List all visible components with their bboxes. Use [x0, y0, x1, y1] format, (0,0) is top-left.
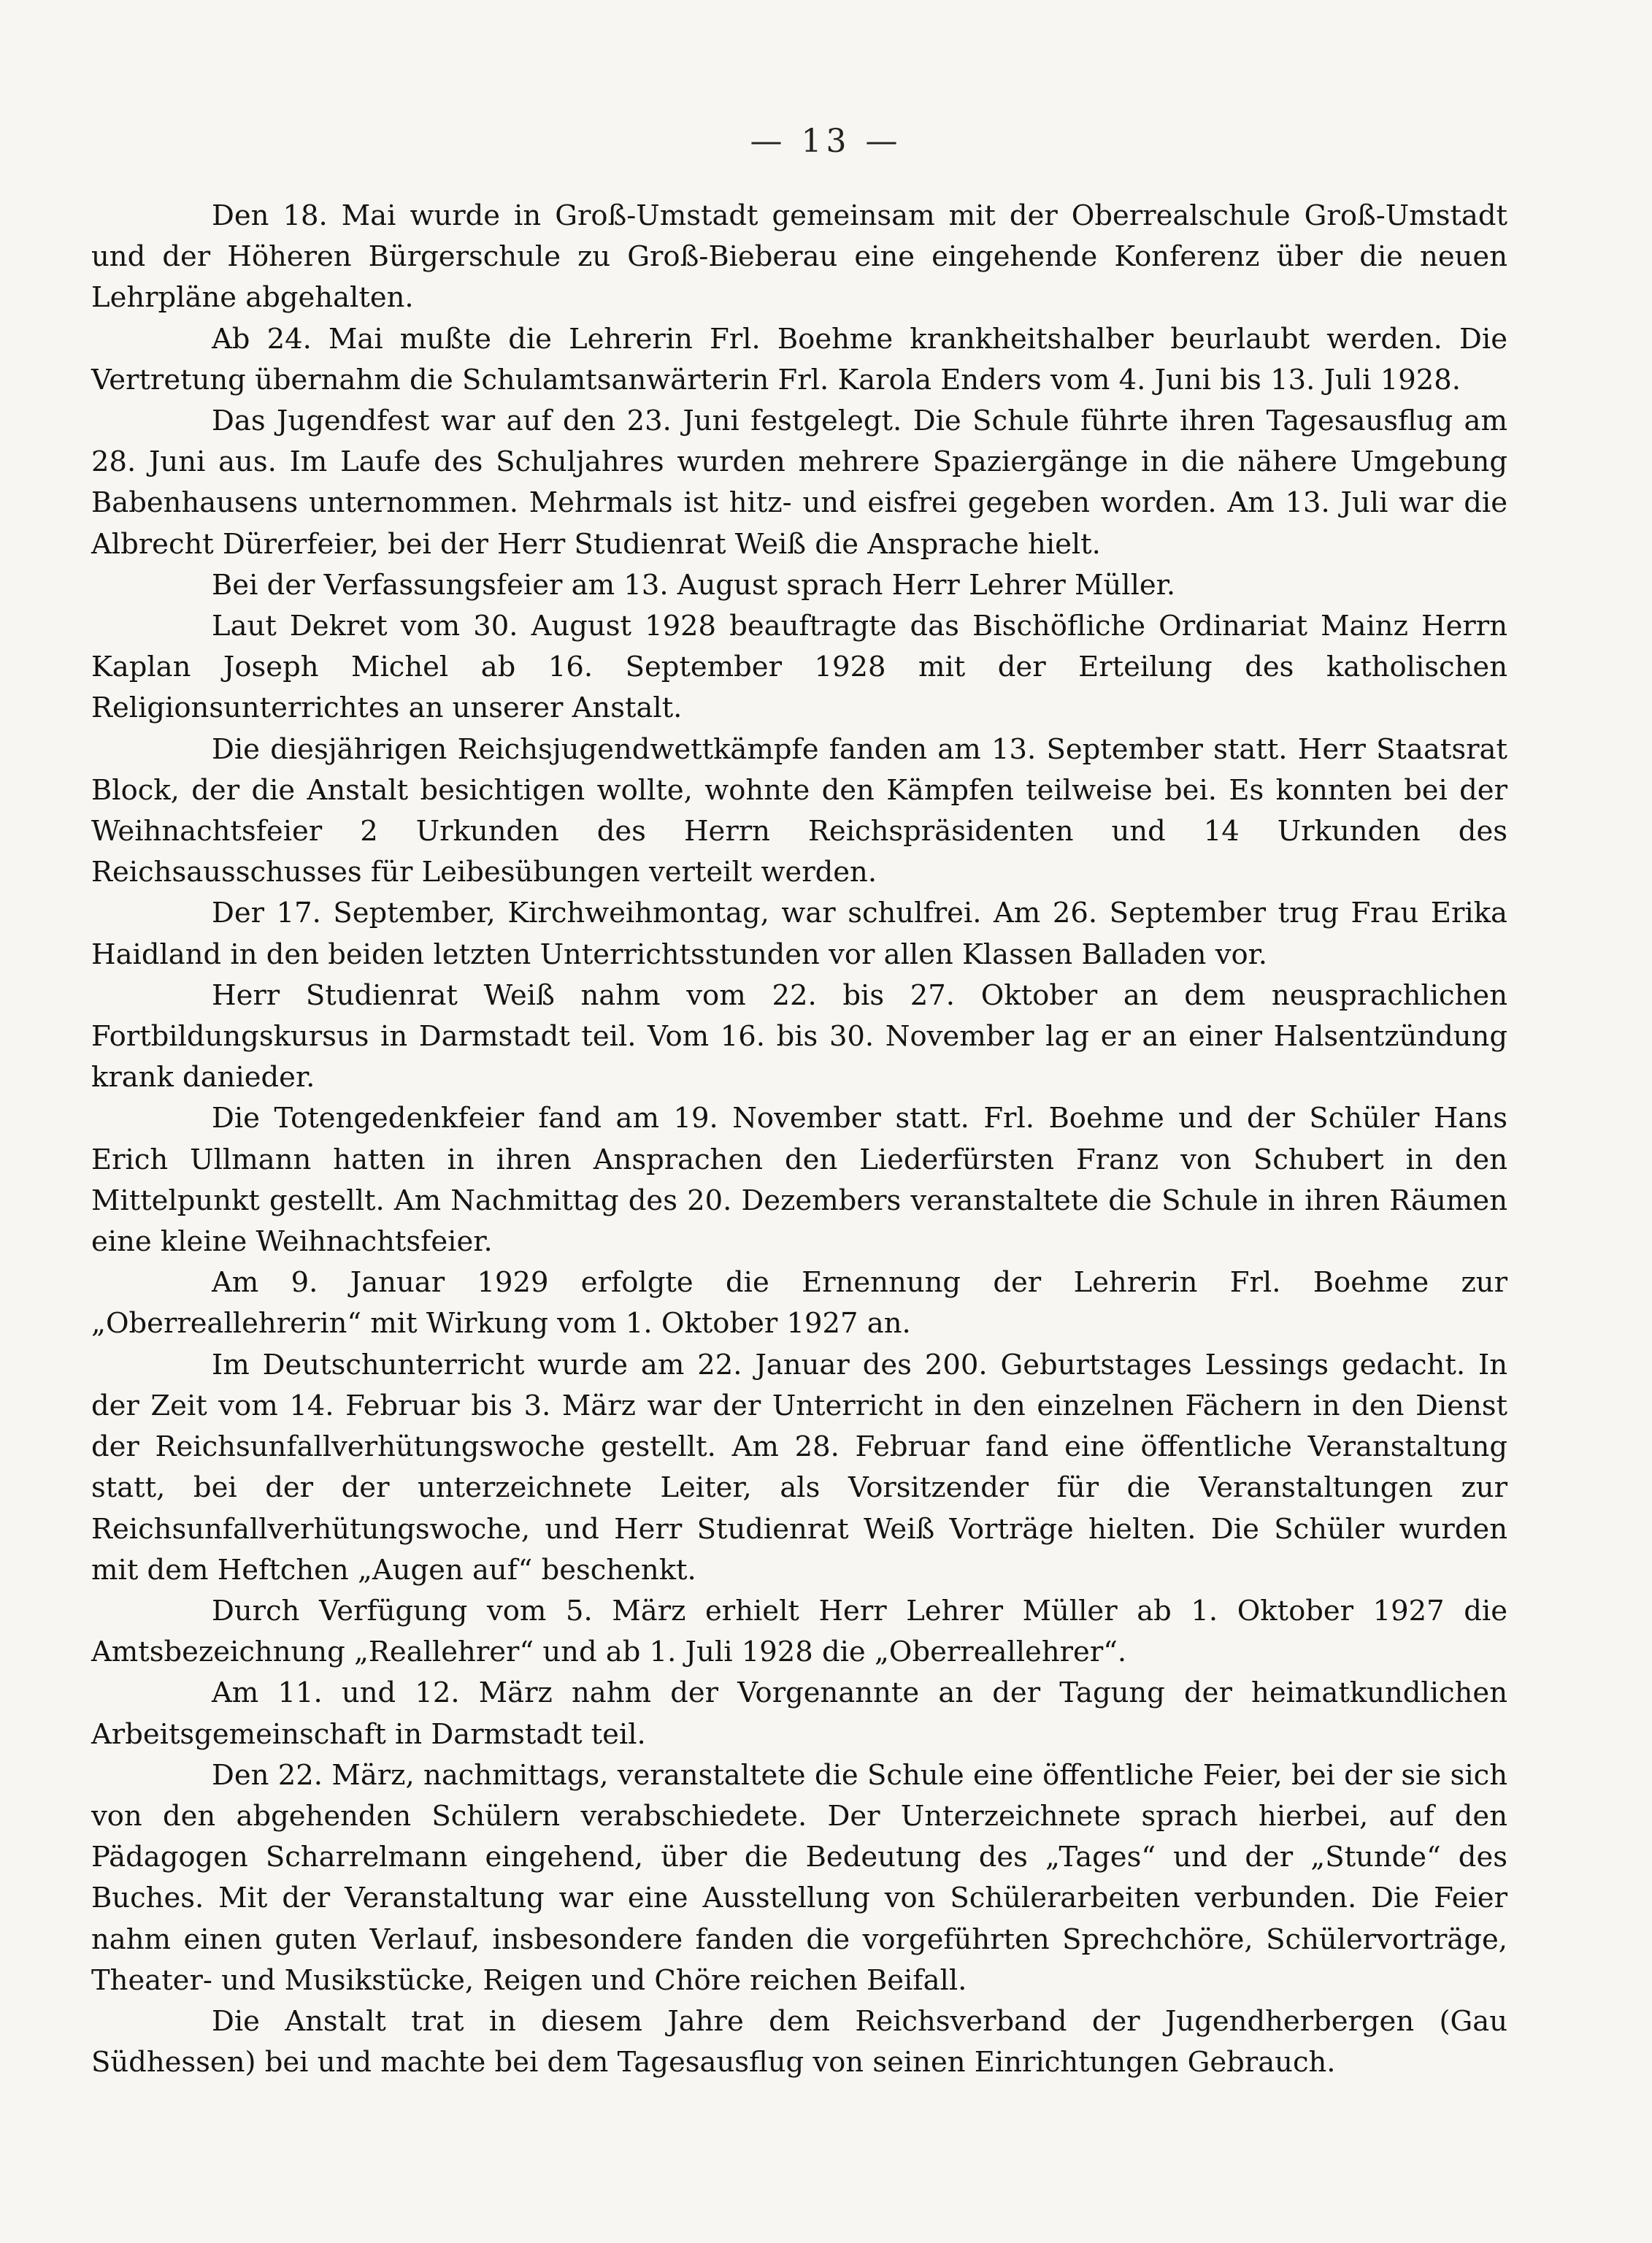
paragraph: Den 18. Mai wurde in Groß-Umstadt gemeinsam mit der Oberrealschule Groß-Umstadt und der Höheren Bürgerschule zu Groß-Bieberau eine eingehende Konferenz über die neuen Lehrpläne abgehalten. [91, 199, 1507, 315]
paragraph: Am 11. und 12. März nahm der Vorgenannte an der Tagung der heimatkundlichen Arbeitsgemeinschaft in Darmstadt teil. [91, 1676, 1507, 1751]
paragraph: Durch Verfügung vom 5. März erhielt Herr Lehrer Müller ab 1. Oktober 1927 die Amtsbezeichnung „Reallehrer“ und ab 1. Juli 1928 die „Oberreallehrer“. [91, 1594, 1507, 1669]
paragraph: Bei der Verfassungsfeier am 13. August sprach Herr Lehrer Müller. [212, 568, 1176, 602]
paragraph: Die diesjährigen Reichsjugendwettkämpfe fanden am 13. September statt. Herr Staatsrat Block, der die Anstalt besichtigen wollte, wohnte den Kämpfen teilweise bei. Es konnten bei der Weihnachtsfeier 2 Urkunden des Herrn Reichspräsidenten und 14 Urkunden des Reichsausschusses für Leibesübungen verteilt werden. [91, 732, 1507, 889]
paragraph: Der 17. September, Kirchweihmontag, war schulfrei. Am 26. September trug Frau Erika Haidland in den beiden letzten Unterrichtsstunden vor allen Klassen Balladen vor. [91, 897, 1507, 971]
paragraph: Den 22. März, nachmittags, veranstaltete die Schule eine öffentliche Feier, bei der sie sich von den abgehenden Schülern verabschiedete. Der Unterzeichnete sprach hierbei, auf den Pädagogen Scharrelmann eingehend, über die Bedeutung des „Tages“ und der „Stunde“ des Buches. Mit der Veranstaltung war eine Ausstellung von Schülerarbeiten verbunden. Die Feier nahm einen guten Verlauf, insbesondere fanden die vorgeführten Sprechchöre, Schülervorträge, Theater- und Musikstücke, Reigen und Chöre reichen Beifall. [91, 1758, 1507, 1997]
paragraph: Ab 24. Mai mußte die Lehrerin Frl. Boehme krankheitshalber beurlaubt werden. Die Vertretung übernahm die Schulamtsanwärterin Frl. Karola Enders vom 4. Juni bis 13. Juli 1928. [91, 322, 1507, 396]
paragraph: Herr Studienrat Weiß nahm vom 22. bis 27. Oktober an dem neusprachlichen Fortbildungskursus in Darmstadt teil. Vom 16. bis 30. November lag er an einer Halsentzündung krank danieder. [91, 978, 1507, 1094]
paragraph: Die Totengedenkfeier fand am 19. November statt. Frl. Boehme und der Schüler Hans Erich Ullmann hatten in ihren Ansprachen den Liederfürsten Franz von Schubert in den Mittelpunkt gestellt. Am Nachmittag des 20. Dezembers veranstaltete die Schule in ihren Räumen eine kleine Weihnachtsfeier. [91, 1102, 1507, 1259]
page-number: — 13 — [750, 123, 902, 160]
paragraph: Am 9. Januar 1929 erfolgte die Ernennung der Lehrerin Frl. Boehme zur „Oberreallehrerin“ mit Wirkung vom 1. Oktober 1927 an. [91, 1266, 1507, 1341]
paragraph: Im Deutschunterricht wurde am 22. Januar des 200. Geburtstages Lessings gedacht. In der Zeit vom 14. Februar bis 3. März war der Unterricht in den einzelnen Fächern in den Dienst der Reichsunfallverhütungswoche gestellt. Am 28. Februar fand eine öffentliche Veranstaltung statt, bei der der unterzeichnete Leiter, als Vorsitzender für die Veranstaltungen zur Reichsunfallverhütungswoche, und Herr Studienrat Weiß Vorträge hielten. Die Schüler wurden mit dem Heftchen „Augen auf“ beschenkt. [91, 1348, 1507, 1587]
body-text [91, 196, 1507, 2083]
paragraph: Die Anstalt trat in diesem Jahre dem Reichsverband der Jugendherbergen (Gau Südhessen) bei und machte bei dem Tagesausflug von seinen Einrichtungen Gebrauch. [91, 2004, 1507, 2079]
paragraph: Laut Dekret vom 30. August 1928 beauftragte das Bischöfliche Ordinariat Mainz Herrn Kaplan Joseph Michel ab 16. September 1928 mit der Erteilung des katholischen Religionsunterrichtes an unserer Anstalt. [91, 610, 1507, 725]
paragraph: Das Jugendfest war auf den 23. Juni festgelegt. Die Schule führte ihren Tagesausflug am 28. Juni aus. Im Laufe des Schuljahres wurden mehrere Spaziergänge in die nähere Umgebung Babenhausens unternommen. Mehrmals ist hitz- und eisfrei gegeben worden. Am 13. Juli war die Albrecht Dürerfeier, bei der Herr Studienrat Weiß die Ansprache hielt. [91, 404, 1507, 561]
